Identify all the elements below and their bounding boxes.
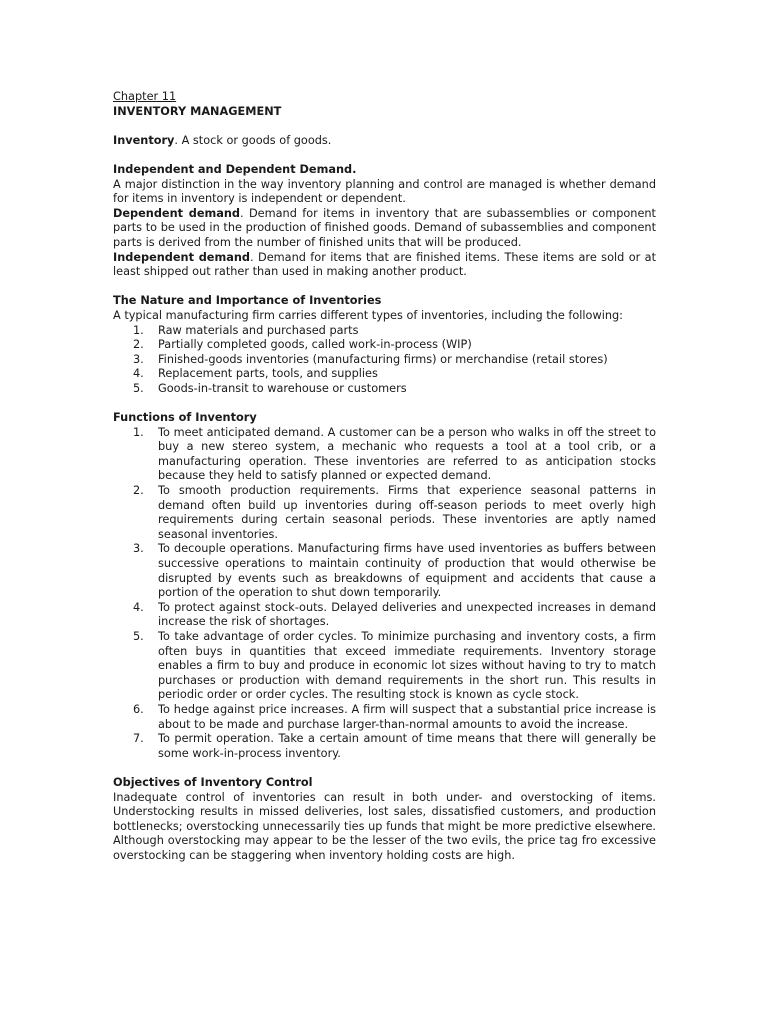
list-text: Goods-in-transit to warehouse or customers — [158, 381, 407, 395]
list-item — [113, 630, 656, 703]
spacer — [113, 119, 656, 134]
list-number: 2. — [133, 338, 144, 352]
list-item — [113, 484, 656, 542]
inventory-term: Inventory — [113, 133, 175, 147]
list-number: 4. — [133, 367, 144, 381]
list-item — [113, 732, 656, 761]
list-item — [113, 382, 656, 397]
inventory-definition — [113, 134, 656, 149]
list-item — [113, 542, 656, 600]
list-text: Raw materials and purchased parts — [158, 323, 359, 337]
list-number: 1. — [133, 323, 144, 337]
list-item — [113, 324, 656, 339]
list-text: To meet anticipated demand. A customer can be a person who walks in off the street to buy a new stereo system, a mechanic who requests a tool at a tool crib, or a manufacturing operation. These inventories are referred to as anticipation stocks because they held to satisfy planned or expected demand. — [158, 425, 656, 483]
list-text: Partially completed goods, called work-in-process (WIP) — [158, 338, 472, 352]
list-number: 6. — [133, 702, 144, 716]
list-number: 2. — [133, 484, 144, 498]
spacer — [113, 280, 656, 295]
list-text: To hedge against price increases. A firm will suspect that a substantial price increase is about to be made and purchase larger-than-normal amounts to avoid the increase. — [158, 702, 656, 731]
list-item — [113, 426, 656, 484]
list-text: To protect against stock-outs. Delayed deliveries and unexpected increases in demand increase the risk of shortages. — [158, 600, 656, 629]
nature-intro: A typical manufacturing firm carries different types of inventories, including the following: — [113, 308, 623, 322]
spacer — [113, 761, 656, 776]
demand-intro: A major distinction in the way inventory planning and control are managed is whether demand for items in inventory is independent or dependent. — [113, 177, 656, 206]
list-number: 5. — [133, 381, 144, 395]
list-number: 1. — [133, 425, 144, 439]
chapter-label: Chapter 11 — [113, 90, 177, 103]
spacer — [113, 148, 656, 163]
independent-def-text: . Demand for items that are finished items. These items are sold or at least shipped out rather than used in making another product. — [113, 250, 656, 279]
list-item — [113, 703, 656, 732]
independent-term: Independent demand — [113, 250, 250, 264]
list-text: To decouple operations. Manufacturing firms have used inventories as buffers between successive operations to maintain continuity of production that would otherwise be disrupted by events such as breakdowns of equipment and accidents that cause a portion of the operation to shut down temporarily. — [158, 542, 656, 600]
list-text: Finished-goods inventories (manufacturing firms) or merchandise (retail stores) — [158, 352, 608, 366]
inventory-def-text: . A stock or goods of goods. — [174, 133, 332, 147]
nature-list — [113, 324, 656, 397]
independent-demand-paragraph — [113, 251, 656, 280]
dependent-demand-paragraph — [113, 207, 656, 251]
dependent-term: Dependent demand — [113, 206, 240, 220]
objectives-text: Inadequate control of inventories can result in both under- and overstocking of items. Understocking results in missed deliveries, lost sales, dissatisfied customers, and production bottlenecks; overstocking unnecessarily ties up funds that might be more predictive elsewhere. Although overstocking may appear to be the lesser of the two evils, the price tag fro excessive overstocking can be staggering when inventory holding costs are high. — [113, 790, 656, 862]
objectives-heading: Objectives of Inventory Control — [113, 775, 313, 789]
list-number: 4. — [133, 600, 144, 614]
list-item — [113, 338, 656, 353]
list-item — [113, 353, 656, 368]
nature-heading: The Nature and Importance of Inventories — [113, 294, 382, 308]
list-item — [113, 367, 656, 382]
list-text: To take advantage of order cycles. To minimize purchasing and inventory costs, a firm often buys in quantities that exceed immediate requirements. Inventory storage enables a firm to buy and produce in economic lot sizes without having to try to match purchases or production with demand requirements in the short run. This results in periodic order or order cycles. The resulting stock is known as cycle stock. — [158, 629, 656, 702]
list-item — [113, 601, 656, 630]
list-text: To smooth production requirements. Firms that experience seasonal patterns in demand often build up inventories during off-season periods to meet overly high requirements during certain seasonal periods. These inventories are aptly named seasonal inventories. — [158, 484, 656, 541]
functions-list — [113, 426, 656, 762]
demand-heading: Independent and Dependent Demand. — [113, 162, 357, 176]
list-text: Replacement parts, tools, and supplies — [158, 367, 378, 381]
list-text: To permit operation. Take a certain amount of time means that there will generally be some work-in-process inventory. — [158, 732, 656, 760]
list-number: 3. — [133, 542, 144, 556]
functions-heading: Functions of Inventory — [113, 411, 257, 425]
list-number: 7. — [133, 732, 144, 746]
dependent-def-text: . Demand for items in inventory that are subassemblies or component parts to be used in the production of finished goods. Demand of subassemblies and component parts is derived from the number of finished units that will be produced. — [113, 206, 656, 249]
list-number: 5. — [133, 629, 144, 643]
list-number: 3. — [133, 352, 144, 366]
spacer — [113, 396, 656, 411]
document-body — [113, 90, 656, 863]
chapter-title: INVENTORY MANAGEMENT — [113, 104, 282, 118]
